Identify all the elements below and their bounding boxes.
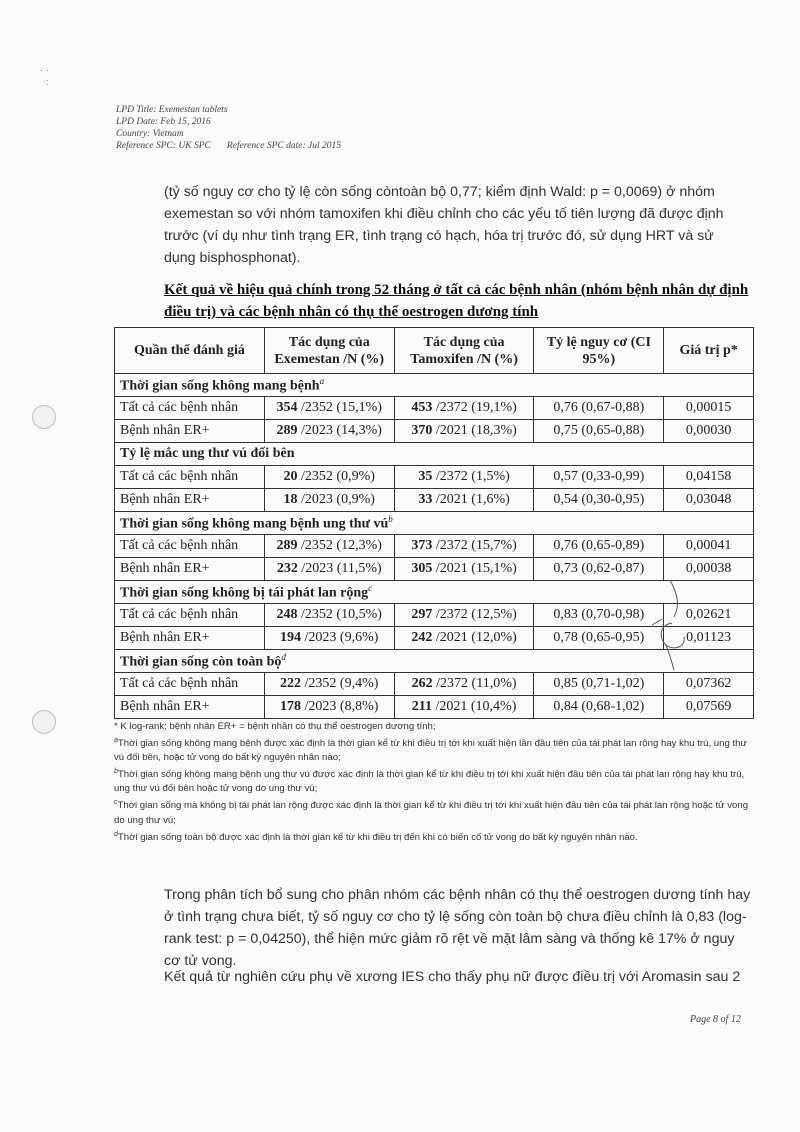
table-footnotes xyxy=(114,720,759,845)
hazard-ratio-value: 0,85 (0,71-1,02) xyxy=(553,676,645,691)
reference-spc-date: Reference SPC date: Jul 2015 xyxy=(226,141,342,151)
tamoxifen-total: /2372 (19,1%) xyxy=(432,400,517,415)
exemestan-cell xyxy=(264,489,394,512)
population-cell xyxy=(115,535,265,558)
footnote-mark: c xyxy=(368,582,373,593)
exemestan-count: 18 xyxy=(283,492,298,507)
section-title-text: Thời gian sống không mang bệnh ung thư vú xyxy=(120,516,389,532)
punch-hole-top xyxy=(32,405,56,429)
population-label: Tất cả các bệnh nhân xyxy=(120,538,239,553)
p-value: 0,00015 xyxy=(685,400,732,415)
population-cell xyxy=(115,627,265,650)
tamoxifen-count: 35 xyxy=(418,469,433,484)
hazard-ratio-value: 0,78 (0,65-0,95) xyxy=(553,630,645,645)
hazard-ratio-value: 0,73 (0,62-0,87) xyxy=(553,561,645,576)
hazard-ratio-cell xyxy=(534,420,664,443)
p-value-cell xyxy=(664,466,754,489)
p-value-cell xyxy=(664,673,754,696)
tamoxifen-count: 453 xyxy=(411,400,433,415)
tamoxifen-count: 370 xyxy=(411,423,433,438)
footnote xyxy=(114,720,759,734)
tamoxifen-count: 33 xyxy=(418,492,433,507)
population-cell xyxy=(115,466,265,489)
page-number: Page 8 of 12 xyxy=(690,1014,741,1025)
analysis-paragraph: Trong phân tích bổ sung cho phân nhóm các bệnh nhân có thụ thể oestrogen dương tính hay ở tình trạng chưa biết, tỷ số nguy cơ cho tỷ lệ sống còn toàn bộ chưa điều chỉnh là 0,83 (log-rank test: p = 0,04250), thể hiện mức giảm rõ rệt về mặt lâm sàng và thống kê 17% ở nguy cơ tử vong. xyxy=(164,887,751,969)
hazard-ratio-value: 0,76 (0,65-0,89) xyxy=(553,538,645,553)
exemestan-total: /2352 (9,4%) xyxy=(301,676,379,691)
p-value-cell xyxy=(664,696,754,719)
population-label: Tất cả các bệnh nhân xyxy=(120,607,239,622)
section-title-text: Thời gian sống không bị tái phát lan rộng xyxy=(120,585,369,601)
hazard-ratio-cell xyxy=(534,696,664,719)
exemestan-cell xyxy=(264,558,394,581)
table-row xyxy=(115,696,754,719)
exemestan-total: /2352 (10,5%) xyxy=(297,607,382,622)
p-value: 0,00030 xyxy=(685,423,732,438)
tamoxifen-cell xyxy=(394,420,534,443)
footnote-text: Thời gian sống không mang bệnh ung thư vú được xác định là thời gian kể từ khi điều trị tới khi xuất hiện đầu tiên của tái phát lan rộng hay khu trú, ung thư vú đối bên hoặc tử vong do ung thư vú; xyxy=(114,769,745,795)
exemestan-count: 354 xyxy=(276,400,298,415)
tamoxifen-count: 211 xyxy=(411,699,432,714)
section-row xyxy=(115,512,754,535)
tamoxifen-total: /2372 (15,7%) xyxy=(432,538,517,553)
tamoxifen-count: 297 xyxy=(411,607,433,622)
tamoxifen-total: /2372 (12,5%) xyxy=(432,607,517,622)
p-value: 0,00038 xyxy=(685,561,732,576)
exemestan-total: /2352 (0,9%) xyxy=(297,469,375,484)
exemestan-cell xyxy=(264,673,394,696)
exemestan-cell xyxy=(264,535,394,558)
table-row xyxy=(115,397,754,420)
section-row xyxy=(115,374,754,397)
population-cell xyxy=(115,673,265,696)
tamoxifen-cell xyxy=(394,627,534,650)
scan-speck: · · ·: xyxy=(40,66,50,88)
exemestan-count: 289 xyxy=(276,423,298,438)
footnote-mark: a xyxy=(319,375,325,386)
document-header xyxy=(116,104,341,152)
footnote-text: * K log-rank; bệnh nhân ER+ = bệnh nhân có thụ thể oestrogen dương tính; xyxy=(114,721,436,732)
exemestan-total: /2352 (12,3%) xyxy=(297,538,382,553)
hazard-ratio-value: 0,54 (0,30-0,95) xyxy=(553,492,645,507)
intro-paragraph: (tỷ số nguy cơ cho tỷ lệ còn sống còntoàn bộ 0,77; kiểm định Wald: p = 0,0069) ở nhóm exemestan so với nhóm tamoxifen khi điều chỉnh cho các yếu tố tiên lượng đã được định trước (ví dụ như tình trạng ER, tình trạng có hạch, hóa trị trước đó, sử dụng HRT và sử dụng bisphosphonat). xyxy=(164,184,724,266)
lpd-date: LPD Date: Feb 15, 2016 xyxy=(116,117,211,127)
population-label: Bệnh nhân ER+ xyxy=(120,561,210,576)
footnote-mark: d xyxy=(281,651,286,662)
footnote-mark: c xyxy=(114,799,118,807)
reference-spc: Reference SPC: UK SPC xyxy=(116,141,211,151)
population-label: Bệnh nhân ER+ xyxy=(120,492,210,507)
tamoxifen-total: /2372 (11,0%) xyxy=(432,676,517,691)
population-cell xyxy=(115,489,265,512)
p-value: 0,03048 xyxy=(685,492,732,507)
tamoxifen-cell xyxy=(394,397,534,420)
exemestan-count: 248 xyxy=(276,607,298,622)
exemestan-total: /2352 (15,1%) xyxy=(297,400,382,415)
tamoxifen-total: /2021 (10,4%) xyxy=(432,699,517,714)
header-hazard-ratio: Tỷ lệ nguy cơ (CI 95%) xyxy=(534,328,664,374)
tamoxifen-count: 262 xyxy=(411,676,433,691)
population-cell xyxy=(115,696,265,719)
section-title-text: Thời gian sống không mang bệnh xyxy=(120,378,320,394)
population-cell xyxy=(115,420,265,443)
tamoxifen-cell xyxy=(394,604,534,627)
footnote-text: Thời gian sống không mang bệnh được xác định là thời gian kể từ khi điều trị tới khi xuất hiện lần đầu tiên của tái phát lan rộng hay khu trú, ung thư vú đối bên, hoặc tử vong do bất kỳ nguyên nhân nào; xyxy=(114,738,747,764)
hazard-ratio-value: 0,75 (0,65-0,88) xyxy=(553,423,645,438)
population-label: Tất cả các bệnh nhân xyxy=(120,676,239,691)
p-value: 0,02621 xyxy=(685,607,732,622)
population-label: Bệnh nhân ER+ xyxy=(120,630,210,645)
section-title xyxy=(115,374,754,397)
exemestan-total: /2023 (8,8%) xyxy=(301,699,379,714)
footnote-text: Thời gian sống toàn bộ được xác định là thời gian kể từ khi điều trị đến khi có biến cố tử vong do bất kỳ nguyên nhân nào. xyxy=(117,831,638,843)
exemestan-count: 232 xyxy=(276,561,298,576)
tamoxifen-total: /2021 (12,0%) xyxy=(432,630,517,645)
section-title-text: Tỷ lệ mắc ung thư vú đối bên xyxy=(120,446,295,461)
section-title xyxy=(115,443,754,466)
tamoxifen-total: /2021 (15,1%) xyxy=(432,561,517,576)
p-value-cell xyxy=(664,420,754,443)
tamoxifen-count: 373 xyxy=(411,538,433,553)
tamoxifen-count: 305 xyxy=(411,561,433,576)
footnote xyxy=(114,765,759,796)
exemestan-cell xyxy=(264,466,394,489)
lpd-title: LPD Title: Exemestan tablets xyxy=(116,105,228,115)
population-cell xyxy=(115,558,265,581)
tamoxifen-cell xyxy=(394,489,534,512)
footnote-mark: b xyxy=(388,513,393,524)
punch-hole-bottom xyxy=(32,710,56,734)
tamoxifen-count: 242 xyxy=(411,630,433,645)
hazard-ratio-value: 0,83 (0,70-0,98) xyxy=(553,607,645,622)
p-value-cell xyxy=(664,397,754,420)
population-cell xyxy=(115,397,265,420)
table-title: Kết quả về hiệu quả chính trong 52 tháng ở tất cả các bệnh nhân (nhóm bệnh nhân dự định điều trị) và các bệnh nhân có thụ thể oestrogen dương tính xyxy=(164,282,749,320)
p-value: 0,07362 xyxy=(685,676,732,691)
footnote xyxy=(114,796,759,827)
tamoxifen-cell xyxy=(394,673,534,696)
exemestan-count: 289 xyxy=(276,538,298,553)
p-value: 0,04158 xyxy=(685,469,732,484)
footnote-mark: d xyxy=(114,830,118,838)
footnote-mark: b xyxy=(114,768,118,776)
tamoxifen-cell xyxy=(394,535,534,558)
p-value-cell xyxy=(664,535,754,558)
section-title-text: Thời gian sống còn toàn bộ xyxy=(120,654,282,670)
tamoxifen-total: /2021 (18,3%) xyxy=(432,423,517,438)
header-population: Quần thể đánh giá xyxy=(115,328,265,374)
exemestan-total: /2023 (9,6%) xyxy=(301,630,379,645)
population-label: Tất cả các bệnh nhân xyxy=(120,469,239,484)
hazard-ratio-cell xyxy=(534,489,664,512)
tamoxifen-cell xyxy=(394,466,534,489)
exemestan-count: 20 xyxy=(283,469,298,484)
p-value: 0,07569 xyxy=(685,699,732,714)
section-title xyxy=(115,512,754,535)
hazard-ratio-cell xyxy=(534,466,664,489)
p-value: 0,00041 xyxy=(685,538,732,553)
population-cell xyxy=(115,604,265,627)
exemestan-cell xyxy=(264,696,394,719)
table-row xyxy=(115,420,754,443)
ies-paragraph: Kết quả từ nghiên cứu phụ về xương IES cho thấy phụ nữ được điều trị với Aromasin sau 2 xyxy=(164,969,741,985)
exemestan-cell xyxy=(264,397,394,420)
footnote-mark: a xyxy=(114,737,118,744)
header-exemestan: Tác dụng của Exemestan /N (%) xyxy=(264,328,394,374)
exemestan-cell xyxy=(264,604,394,627)
header-tamoxifen: Tác dụng của Tamoxifen /N (%) xyxy=(394,328,534,374)
p-value-cell xyxy=(664,489,754,512)
country: Country: Vietnam xyxy=(116,129,184,139)
tamoxifen-cell xyxy=(394,696,534,719)
section-row xyxy=(115,443,754,466)
exemestan-count: 178 xyxy=(280,699,302,714)
tamoxifen-total: /2372 (1,5%) xyxy=(432,469,510,484)
exemestan-total: /2023 (11,5%) xyxy=(297,561,382,576)
tamoxifen-cell xyxy=(394,558,534,581)
table-row xyxy=(115,466,754,489)
footnote xyxy=(114,828,759,845)
footnote-text: Thời gian sống mà không bị tái phát lan rộng được xác định là thời gian kể từ khi điều trị tới khi xuất hiện đầu tiên của tái phát lan rộng hoặc tử vong do ung thư vú; xyxy=(114,800,749,826)
table-row xyxy=(115,673,754,696)
hazard-ratio-cell xyxy=(534,535,664,558)
hazard-ratio-value: 0,57 (0,33-0,99) xyxy=(553,469,645,484)
population-label: Tất cả các bệnh nhân xyxy=(120,400,239,415)
tamoxifen-total: /2021 (1,6%) xyxy=(432,492,510,507)
exemestan-count: 222 xyxy=(280,676,302,691)
population-label: Bệnh nhân ER+ xyxy=(120,699,210,714)
table-row xyxy=(115,535,754,558)
table-header-row xyxy=(115,328,754,374)
exemestan-cell xyxy=(264,627,394,650)
exemestan-total: /2023 (14,3%) xyxy=(297,423,382,438)
exemestan-cell xyxy=(264,420,394,443)
header-p-value: Giá trị p* xyxy=(664,328,754,374)
population-label: Bệnh nhân ER+ xyxy=(120,423,210,438)
hazard-ratio-value: 0,84 (0,68-1,02) xyxy=(553,699,645,714)
exemestan-total: /2023 (0,9%) xyxy=(297,492,375,507)
footnote xyxy=(114,734,759,765)
hazard-ratio-cell xyxy=(534,397,664,420)
hazard-ratio-cell xyxy=(534,673,664,696)
hazard-ratio-value: 0,76 (0,67-0,88) xyxy=(553,400,645,415)
exemestan-count: 194 xyxy=(280,630,302,645)
pen-mark-annotation xyxy=(600,575,690,675)
p-value: 0,01123 xyxy=(686,630,732,645)
table-row xyxy=(115,489,754,512)
